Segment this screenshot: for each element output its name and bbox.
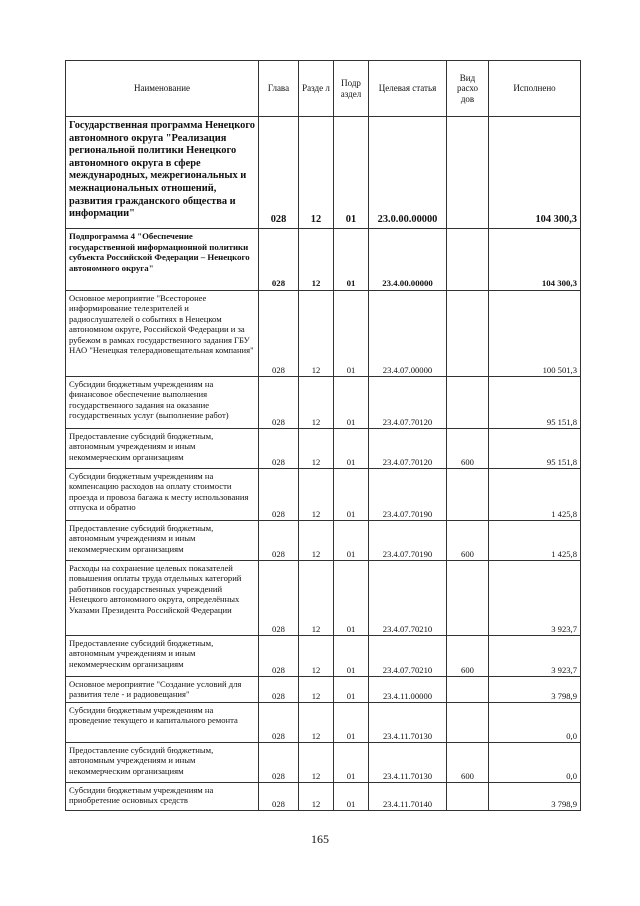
row-expense-type: 600: [447, 429, 489, 469]
row-expense-type: [447, 377, 489, 429]
row-section: 12: [299, 469, 334, 521]
table-row: [66, 703, 581, 743]
row-section: 12: [299, 377, 334, 429]
page-number: 165: [311, 832, 329, 846]
table-header-row: [66, 61, 581, 117]
row-expense-type: [447, 469, 489, 521]
row-chapter: 028: [259, 377, 299, 429]
row-executed: 104 300,3: [489, 117, 581, 229]
row-subsection: 01: [334, 377, 369, 429]
table-row: [66, 229, 581, 291]
row-target: 23.4.07.70190: [369, 521, 447, 561]
row-expense-type: [447, 703, 489, 743]
row-subsection: 01: [334, 291, 369, 377]
row-name: Государственная программа Ненецкого автономного округа "Реализация региональной политики Ненецкого автономного округа в сфере международных, межрегиональных и межнациональных отношений, развития гражданского общества и информации": [66, 117, 259, 229]
row-expense-type: [447, 561, 489, 636]
row-chapter: 028: [259, 117, 299, 229]
row-name: Субсидии бюджетным учреждениям на компенсацию расходов на оплату стоимости проезда и провоза багажа к месту использования отпуска и обратно: [66, 469, 259, 521]
row-target: 23.4.00.00000: [369, 229, 447, 291]
row-chapter: 028: [259, 783, 299, 811]
row-name: Субсидии бюджетным учреждениям на финансовое обеспечение выполнения государственного задания на оказание государственных услуг (выполнение работ): [66, 377, 259, 429]
row-section: 12: [299, 117, 334, 229]
row-name: Основное мероприятие "Создание условий для развития теле - и радиовещания": [66, 677, 259, 703]
header-expense-type: Вид расхо дов: [447, 61, 489, 117]
row-subsection: 01: [334, 743, 369, 783]
row-section: 12: [299, 636, 334, 677]
row-executed: 3 798,9: [489, 783, 581, 811]
row-section: 12: [299, 291, 334, 377]
row-name: Предоставление субсидий бюджетным, автономным учреждениям и иным некоммерческим организациям: [66, 521, 259, 561]
row-section: 12: [299, 703, 334, 743]
row-executed: 95 151,8: [489, 429, 581, 469]
row-target: 23.4.07.70190: [369, 469, 447, 521]
row-expense-type: 600: [447, 521, 489, 561]
table-row: [66, 291, 581, 377]
budget-table: [65, 60, 581, 811]
table-row: [66, 636, 581, 677]
row-name: Расходы на сохранение целевых показателей повышения оплаты труда отдельных категорий работников государственных учреждений Ненецкого автономного округа, определённых Указами Президента Российской Федерации: [66, 561, 259, 636]
row-expense-type: [447, 291, 489, 377]
row-subsection: 01: [334, 561, 369, 636]
row-chapter: 028: [259, 561, 299, 636]
row-executed: 1 425,8: [489, 469, 581, 521]
header-subsection: Подр аздел: [334, 61, 369, 117]
row-executed: 95 151,8: [489, 377, 581, 429]
row-target: 23.4.11.70140: [369, 783, 447, 811]
row-chapter: 028: [259, 469, 299, 521]
row-name: Предоставление субсидий бюджетным, автономным учреждениям и иным некоммерческим организациям: [66, 636, 259, 677]
row-section: 12: [299, 521, 334, 561]
row-section: 12: [299, 743, 334, 783]
row-chapter: 028: [259, 229, 299, 291]
header-executed: Исполнено: [489, 61, 581, 117]
row-target: 23.4.07.00000: [369, 291, 447, 377]
row-expense-type: [447, 783, 489, 811]
row-executed: 0,0: [489, 703, 581, 743]
row-name: Основное мероприятие "Всесторонее информирование телезрителей и радиослушателей о событиях в Ненецком автономном округе, Российской Федерации и за рубежом в рамках государственного задания ГБУ НАО "Ненецкая телерадиовещательная компания": [66, 291, 259, 377]
row-subsection: 01: [334, 429, 369, 469]
row-expense-type: [447, 229, 489, 291]
table-row: [66, 117, 581, 229]
row-expense-type: 600: [447, 636, 489, 677]
row-subsection: 01: [334, 636, 369, 677]
row-executed: 0,0: [489, 743, 581, 783]
table-row: [66, 743, 581, 783]
row-target: 23.0.00.00000: [369, 117, 447, 229]
row-executed: 3 923,7: [489, 561, 581, 636]
row-chapter: 028: [259, 521, 299, 561]
row-executed: 1 425,8: [489, 521, 581, 561]
table-row: [66, 783, 581, 811]
row-name: Подпрограмма 4 "Обеспечение государственной информационной политики субъекта Российской Федерации – Ненецкого автономного округа": [66, 229, 259, 291]
row-target: 23.4.07.70210: [369, 561, 447, 636]
row-expense-type: [447, 677, 489, 703]
row-target: 23.4.07.70120: [369, 429, 447, 469]
row-subsection: 01: [334, 703, 369, 743]
row-chapter: 028: [259, 636, 299, 677]
row-target: 23.4.11.70130: [369, 703, 447, 743]
row-section: 12: [299, 561, 334, 636]
table-row: [66, 429, 581, 469]
row-subsection: 01: [334, 117, 369, 229]
table-row: [66, 377, 581, 429]
row-chapter: 028: [259, 291, 299, 377]
row-subsection: 01: [334, 521, 369, 561]
row-subsection: 01: [334, 783, 369, 811]
row-executed: 3 923,7: [489, 636, 581, 677]
table-row: [66, 469, 581, 521]
row-section: 12: [299, 677, 334, 703]
row-chapter: 028: [259, 429, 299, 469]
row-name: Субсидии бюджетным учреждениям на приобретение основных средств: [66, 783, 259, 811]
row-chapter: 028: [259, 677, 299, 703]
header-target: Целевая статья: [369, 61, 447, 117]
row-target: 23.4.11.00000: [369, 677, 447, 703]
row-subsection: 01: [334, 469, 369, 521]
table-row: [66, 521, 581, 561]
row-section: 12: [299, 783, 334, 811]
row-expense-type: 600: [447, 743, 489, 783]
table-row: [66, 561, 581, 636]
row-name: Субсидии бюджетным учреждениям на проведение текущего и капитального ремонта: [66, 703, 259, 743]
row-name: Предоставление субсидий бюджетным, автономным учреждениям и иным некоммерческим организациям: [66, 429, 259, 469]
row-section: 12: [299, 429, 334, 469]
row-subsection: 01: [334, 677, 369, 703]
header-section: Разде л: [299, 61, 334, 117]
row-subsection: 01: [334, 229, 369, 291]
row-target: 23.4.07.70120: [369, 377, 447, 429]
row-section: 12: [299, 229, 334, 291]
header-name: Наименование: [66, 61, 259, 117]
row-chapter: 028: [259, 743, 299, 783]
row-expense-type: [447, 117, 489, 229]
row-target: 23.4.07.70210: [369, 636, 447, 677]
row-executed: 3 798,9: [489, 677, 581, 703]
table-row: [66, 677, 581, 703]
row-target: 23.4.11.70130: [369, 743, 447, 783]
row-executed: 100 501,3: [489, 291, 581, 377]
row-name: Предоставление субсидий бюджетным, автономным учреждениям и иным некоммерческим организациям: [66, 743, 259, 783]
row-executed: 104 300,3: [489, 229, 581, 291]
row-chapter: 028: [259, 703, 299, 743]
header-chapter: Глава: [259, 61, 299, 117]
